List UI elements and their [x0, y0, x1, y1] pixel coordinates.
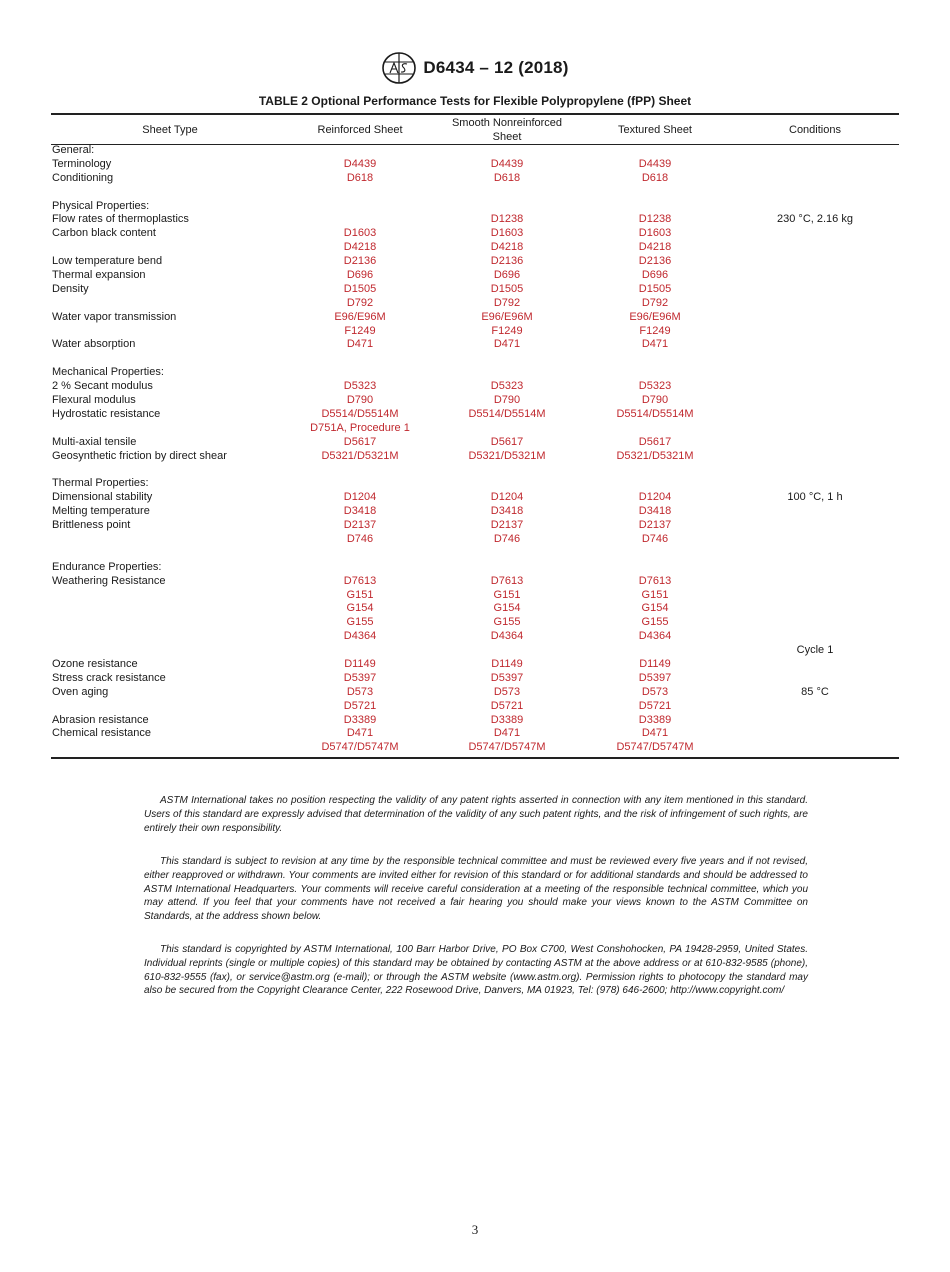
table-title: TABLE 2 Optional Performance Tests for Flexible Polypropylene (fPP) Sheet: [258, 94, 692, 108]
table-row: [0, 255, 950, 269]
table-row: [0, 422, 950, 436]
table-row: [0, 561, 950, 575]
textured-cell: D2136: [638, 255, 672, 268]
textured-cell: D573: [641, 685, 669, 698]
document-designation: D6434 – 12 (2018): [423, 58, 569, 77]
table-row: [0, 241, 950, 255]
textured-cell: D5747/D5747M: [616, 741, 694, 754]
table-row: [0, 338, 950, 352]
reinforced-cell: D2137: [343, 519, 377, 532]
reinforced-cell: D4218: [343, 241, 377, 254]
textured-cell: D5321/D5321M: [616, 449, 694, 462]
table-row: [0, 505, 950, 519]
reinforced-cell: D1204: [343, 491, 377, 504]
table-row: [0, 658, 950, 672]
table-row: [0, 283, 950, 297]
textured-cell: D1505: [638, 282, 672, 295]
smooth-cell: D4218: [490, 241, 524, 254]
reinforced-cell: D4364: [343, 630, 377, 643]
textured-cell: D471: [641, 727, 669, 740]
reinforced-cell: D3418: [343, 505, 377, 518]
table-row: [0, 547, 950, 561]
textured-cell: D1149: [639, 657, 671, 670]
sheet-type-cell: Conditioning: [52, 171, 114, 184]
sheet-type-cell: Mechanical Properties:: [52, 366, 164, 379]
textured-cell: D790: [641, 394, 669, 407]
table-row: [0, 213, 950, 227]
table-row: [0, 450, 950, 464]
table-row: [0, 491, 950, 505]
sheet-type-cell: Thermal Properties:: [52, 477, 149, 490]
sheet-type-cell: Low temperature bend: [52, 255, 163, 268]
smooth-cell: G155: [493, 616, 521, 629]
reinforced-cell: D5321/D5321M: [321, 449, 399, 462]
table-row: [0, 477, 950, 491]
sheet-type-cell: Terminology: [52, 157, 112, 170]
table-row: [0, 158, 950, 172]
textured-cell: D5323: [638, 380, 672, 393]
smooth-cell: D3418: [490, 505, 524, 518]
smooth-cell: D790: [493, 394, 521, 407]
table-row: [0, 380, 950, 394]
smooth-cell: D1603: [490, 227, 524, 240]
smooth-cell: D2137: [490, 519, 524, 532]
table-row: [0, 616, 950, 630]
smooth-cell: D471: [493, 338, 521, 351]
textured-cell: D4218: [638, 241, 672, 254]
table-row: [0, 686, 950, 700]
textured-cell: D2137: [638, 519, 672, 532]
reinforced-cell: D2136: [343, 255, 377, 268]
patent-notice: ASTM International takes no position respecting the validity of any patent rights asserted in connection with any item mentioned in this standard. Users of this standard are expressly advised that determination of the validity of any such patent rights, and the risk of infringement of such rights, are entirely their own responsibility.: [144, 795, 808, 834]
conditions-cell: 100 °C, 1 h: [787, 491, 843, 504]
table-row: [0, 714, 950, 728]
conditions-cell: 230 °C, 2.16 kg: [777, 213, 853, 226]
textured-cell: D696: [641, 269, 669, 282]
smooth-cell: D5721: [490, 699, 524, 712]
sheet-type-cell: Chemical resistance: [52, 727, 152, 740]
table-row: [0, 727, 950, 741]
astm-logo-icon: [381, 51, 417, 85]
smooth-cell: D1505: [490, 282, 524, 295]
reinforced-cell: D5397: [343, 671, 377, 684]
sheet-type-cell: Melting temperature: [52, 505, 150, 518]
textured-cell: D618: [641, 171, 669, 184]
smooth-cell: E96/E96M: [481, 310, 533, 323]
sheet-type-cell: Water absorption: [52, 338, 136, 351]
table-row: [0, 352, 950, 366]
reinforced-cell: D4439: [343, 157, 377, 170]
reinforced-cell: D696: [346, 269, 374, 282]
sheet-type-cell: 2 % Secant modulus: [52, 380, 153, 393]
textured-cell: G154: [641, 602, 669, 615]
table-row: [0, 463, 950, 477]
reinforced-cell: D1505: [343, 282, 377, 295]
table-row: [0, 408, 950, 422]
reinforced-cell: D5514/D5514M: [321, 407, 399, 420]
smooth-cell: G154: [493, 602, 521, 615]
sheet-type-cell: Geosynthetic friction by direct shear: [52, 449, 227, 462]
reinforced-cell: D1149: [344, 657, 376, 670]
table-row: [0, 589, 950, 603]
textured-cell: D746: [641, 532, 669, 545]
smooth-cell: D5617: [490, 435, 524, 448]
sheet-type-cell: Oven aging: [52, 685, 109, 698]
smooth-cell: D7613: [490, 574, 524, 587]
reinforced-cell: D5747/D5747M: [321, 741, 399, 754]
textured-cell: F1249: [639, 324, 671, 337]
smooth-cell: D4439: [490, 157, 524, 170]
sheet-type-cell: Dimensional stability: [52, 491, 153, 504]
textured-cell: D3389: [638, 713, 672, 726]
table-row: [0, 575, 950, 589]
conditions-cell: Cycle 1: [796, 644, 834, 657]
smooth-cell: D618: [493, 171, 521, 184]
smooth-cell: D5321/D5321M: [468, 449, 546, 462]
smooth-cell: D746: [493, 532, 521, 545]
table-row: [0, 519, 950, 533]
column-header-sheet-type: Sheet Type: [142, 124, 198, 136]
column-header-reinforced: Reinforced Sheet: [317, 124, 403, 136]
table-bottom-rule: [51, 757, 899, 759]
smooth-cell: D3389: [490, 713, 524, 726]
reinforced-cell: G155: [346, 616, 374, 629]
sheet-type-cell: Multi-axial tensile: [52, 435, 137, 448]
sheet-type-cell: Abrasion resistance: [52, 713, 149, 726]
smooth-cell: G151: [493, 588, 521, 601]
smooth-cell: F1249: [491, 324, 523, 337]
smooth-cell: D696: [493, 269, 521, 282]
table-row: [0, 366, 950, 380]
reinforced-cell: F1249: [344, 324, 376, 337]
textured-cell: D5721: [638, 699, 672, 712]
textured-cell: D792: [641, 296, 669, 309]
table-top-rule: [51, 113, 899, 115]
reinforced-cell: D5721: [343, 699, 377, 712]
sheet-type-cell: Ozone resistance: [52, 657, 138, 670]
reinforced-cell: D471: [346, 727, 374, 740]
table-row: [0, 200, 950, 214]
revision-notice: This standard is subject to revision at any time by the responsible technical committee and must be reviewed every five years and if not revised, either reapproved or withdrawn. Your comments are invited either for revision of this standard or for additional standards and should be addressed to ASTM International Headquarters. Your comments will receive careful consideration at a meeting of the responsible technical committee, which you may attend. If you feel that your comments have not received a fair hearing you should make your views known to the ASTM Committee on Standards, at the address shown below.: [144, 856, 808, 923]
smooth-cell: D5397: [490, 671, 524, 684]
table-row: [0, 630, 950, 644]
table-row: [0, 644, 950, 658]
table-body: [0, 144, 950, 755]
table-row: [0, 700, 950, 714]
table-row: [0, 144, 950, 158]
sheet-type-cell: Carbon black content: [52, 227, 156, 240]
sheet-type-cell: Physical Properties:: [52, 199, 150, 212]
table-row: [0, 741, 950, 755]
sheet-type-cell: Flexural modulus: [52, 394, 136, 407]
textured-cell: D1238: [638, 213, 672, 226]
reinforced-cell: D746: [346, 532, 374, 545]
smooth-cell: D573: [493, 685, 521, 698]
table-row: [0, 297, 950, 311]
smooth-cell: D5323: [490, 380, 524, 393]
sheet-type-cell: Flow rates of thermoplastics: [52, 213, 189, 226]
table-row: [0, 227, 950, 241]
page-number: 3: [471, 1222, 479, 1237]
table-row: [0, 533, 950, 547]
smooth-cell: D1204: [490, 491, 524, 504]
textured-cell: D1603: [638, 227, 672, 240]
reinforced-cell: G154: [346, 602, 374, 615]
reinforced-cell: G151: [346, 588, 374, 601]
reinforced-cell: D471: [346, 338, 374, 351]
table-row: [0, 672, 950, 686]
smooth-cell: D1149: [491, 657, 523, 670]
table-row: [0, 394, 950, 408]
smooth-cell: D471: [493, 727, 521, 740]
page-header: [0, 50, 950, 86]
sheet-type-cell: Thermal expansion: [52, 269, 146, 282]
reinforced-cell: D751A, Procedure 1: [310, 421, 410, 434]
reinforced-cell: D5617: [343, 435, 377, 448]
reinforced-cell: D3389: [343, 713, 377, 726]
textured-cell: D5617: [638, 435, 672, 448]
reinforced-cell: D5323: [343, 380, 377, 393]
sheet-type-cell: Stress crack resistance: [52, 671, 166, 684]
textured-cell: G151: [641, 588, 669, 601]
sheet-type-cell: General:: [52, 144, 95, 156]
reinforced-cell: D790: [346, 394, 374, 407]
table-row: [0, 269, 950, 283]
textured-cell: D4439: [638, 157, 672, 170]
textured-cell: D4364: [638, 630, 672, 643]
table-row: [0, 186, 950, 200]
column-header-conditions: Conditions: [789, 124, 841, 136]
smooth-cell: D792: [493, 296, 521, 309]
smooth-cell: D5514/D5514M: [468, 407, 546, 420]
smooth-cell: D4364: [490, 630, 524, 643]
textured-cell: E96/E96M: [629, 310, 681, 323]
sheet-type-cell: Water vapor transmission: [52, 310, 177, 323]
column-header-smooth-nonreinforced: Smooth Nonreinforced Sheet: [451, 117, 563, 143]
reinforced-cell: D573: [346, 685, 374, 698]
textured-cell: D5397: [638, 671, 672, 684]
textured-cell: D7613: [638, 574, 672, 587]
smooth-cell: D2136: [490, 255, 524, 268]
conditions-cell: 85 °C: [801, 685, 829, 698]
table-row: [0, 172, 950, 186]
reinforced-cell: D618: [346, 171, 374, 184]
sheet-type-cell: Density: [52, 282, 89, 295]
sheet-type-cell: Brittleness point: [52, 519, 131, 532]
reinforced-cell: D1603: [343, 227, 377, 240]
table-row: [0, 602, 950, 616]
sheet-type-cell: Hydrostatic resistance: [52, 407, 161, 420]
sheet-type-cell: Endurance Properties:: [52, 560, 162, 573]
reinforced-cell: E96/E96M: [334, 310, 386, 323]
sheet-type-cell: Weathering Resistance: [52, 574, 166, 587]
table-row: [0, 325, 950, 339]
textured-cell: D471: [641, 338, 669, 351]
reinforced-cell: D7613: [343, 574, 377, 587]
table-row: [0, 311, 950, 325]
textured-cell: G155: [641, 616, 669, 629]
textured-cell: D5514/D5514M: [616, 407, 694, 420]
smooth-cell: D5747/D5747M: [468, 741, 546, 754]
column-header-textured: Textured Sheet: [618, 124, 692, 136]
textured-cell: D3418: [638, 505, 672, 518]
copyright-notice: This standard is copyrighted by ASTM International, 100 Barr Harbor Drive, PO Box C700, West Conshohocken, PA 19428-2959, United States. Individual reprints (single or multiple copies) of this standard may be obtained by contacting ASTM at the above address or at 610-832-9585 (phone), 610-832-9555 (fax), or service@astm.org (e-mail); or through the ASTM website (www.astm.org). Permission rights to photocopy the standard may also be secured from the Copyright Clearance Center, 222 Rosewood Drive, Danvers, MA 01923, Tel: (978) 646-2600; http://www.copyright.com/: [144, 944, 808, 997]
reinforced-cell: D792: [346, 296, 374, 309]
textured-cell: D1204: [638, 491, 672, 504]
smooth-cell: D1238: [490, 213, 524, 226]
table-row: [0, 436, 950, 450]
